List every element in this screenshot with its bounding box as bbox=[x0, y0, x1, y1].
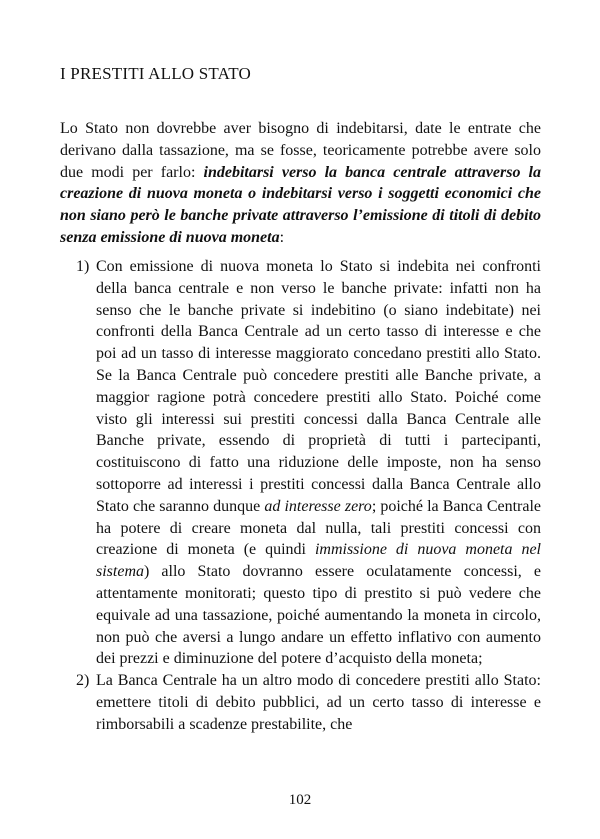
intro-emphasis: indebitarsi verso la banca centrale attraverso la creazione di nuova moneta o indebitarsi verso i soggetti economici che non siano però le banche private attraverso l’emissione di titoli di debito senza emissione di nuova moneta bbox=[60, 163, 542, 246]
numbered-list bbox=[60, 256, 541, 736]
list-item-number: 2) bbox=[76, 672, 90, 690]
list-item-number: 1) bbox=[76, 258, 90, 275]
intro-text: Lo Stato non dovrebbe aver bisogno di indebitarsi, date le entrate che derivano dalla tassazione, ma se fosse, teoricamente potrebbe avere solo due modi per farlo: bbox=[60, 120, 541, 181]
list-item bbox=[60, 256, 541, 670]
list-item-text: ) allo Stato dovranno essere oculatamente concessi, e attentamente monitorati; questo tipo di prestito si può vedere che equivale ad una tassazione, poiché aumentando la moneta in circolo, non può che aversi a lungo andare un effetto inflativo con aumento dei prezzi e diminuzione del potere d’acquisto della moneta; bbox=[96, 563, 541, 668]
section-heading: I PRESTITI ALLO STATO bbox=[60, 64, 251, 83]
list-item-text: Con emissione di nuova moneta lo Stato si indebita nei confronti della banca centrale e non verso le banche private: infatti non ha senso che le banche private si indebitino (o siano indebitate) nei confronti della Banca Centrale ad un certo tasso di interesse e che poi ad un tasso di interesse maggiorato concedano prestiti allo Stato. Se la Banca Centrale può concedere prestiti alle Banche private, a maggior ragione potrà concedere prestiti allo Stato. Poiché come visto gli interessi sui prestiti concessi dalla Banca Centrale alle Banche private, essendo di proprietà di tutti i partecipanti, costituiscono di fatto una riduzione delle imposte, non ha senso sottoporre ad interessi i prestiti concessi dalla Banca Centrale allo Stato che saranno dunque bbox=[96, 258, 541, 515]
page-number: 102 bbox=[288, 792, 312, 808]
list-item-italic: immissione di nuova moneta nel sistema bbox=[96, 541, 541, 581]
list-item-text: La Banca Centrale ha un altro modo di concedere prestiti allo Stato: emettere titoli di debito pubblici, ad un certo tasso di interesse e rimborsabili a scadenze prestabilite, che bbox=[96, 672, 541, 733]
list-item-text: ; poiché la Banca Centrale ha potere di creare moneta dal nulla, tali prestiti concessi con creazione di moneta (e quindi bbox=[96, 497, 542, 559]
list-item-italic: ad interesse zero bbox=[264, 497, 372, 515]
intro-end: : bbox=[279, 228, 285, 246]
list-item bbox=[60, 670, 541, 735]
intro-paragraph bbox=[60, 118, 541, 249]
